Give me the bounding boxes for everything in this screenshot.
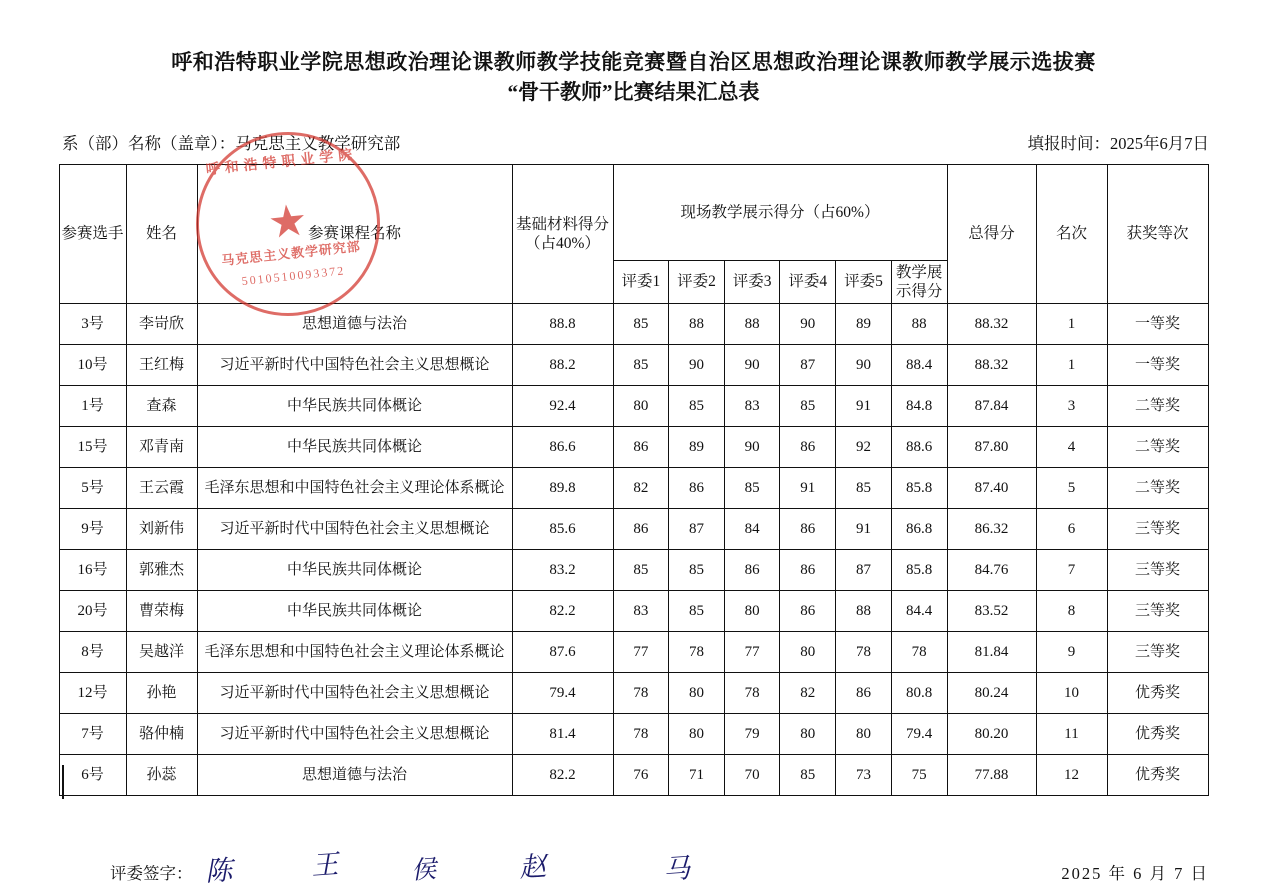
- cell-total: 87.80: [947, 427, 1036, 468]
- cell-total: 80.20: [947, 714, 1036, 755]
- cell-judge4: 87: [780, 345, 836, 386]
- header-contestant: 参赛选手: [59, 164, 126, 304]
- signature-label: 评委签字：: [110, 864, 193, 884]
- cell-judge3: 70: [724, 755, 780, 796]
- cell-base-score: 88.2: [512, 345, 613, 386]
- cell-judge4: 91: [780, 468, 836, 509]
- header-base-score: 基础材料得分（占40%）: [512, 164, 613, 304]
- cell-show-score: 88.6: [891, 427, 947, 468]
- cell-judge4: 85: [780, 386, 836, 427]
- cell-judge1: 85: [613, 550, 669, 591]
- cell-judge4: 86: [780, 509, 836, 550]
- judge-signature-2: 王: [309, 849, 339, 883]
- cell-course: 中华民族共同体概论: [197, 550, 512, 591]
- table-row: [59, 591, 1208, 632]
- cell-base-score: 89.8: [512, 468, 613, 509]
- seal-top-text: 呼和浩特职业学院: [205, 147, 358, 179]
- cell-rank: 5: [1036, 468, 1107, 509]
- cell-prize: 一等奖: [1107, 345, 1208, 386]
- cell-judge2: 85: [669, 386, 725, 427]
- report-date-label: 填报时间：2025年6月7日: [1027, 133, 1209, 153]
- cell-judge2: 85: [669, 591, 725, 632]
- table-row: [59, 632, 1208, 673]
- header-judge1: 评委1: [613, 260, 669, 304]
- cell-contestant: 10号: [59, 345, 126, 386]
- cell-judge3: 78: [724, 673, 780, 714]
- cell-name: 刘新伟: [126, 509, 197, 550]
- cell-prize: 一等奖: [1107, 304, 1208, 345]
- table-row: [59, 468, 1208, 509]
- cell-judge1: 86: [613, 509, 669, 550]
- cell-total: 87.84: [947, 386, 1036, 427]
- cell-rank: 12: [1036, 755, 1107, 796]
- signature-marks: [193, 830, 1062, 892]
- table-row: [59, 755, 1208, 796]
- cell-show-score: 85.8: [891, 468, 947, 509]
- cell-show-score: 78: [891, 632, 947, 673]
- cell-total: 87.40: [947, 468, 1036, 509]
- header-prize: 获奖等次: [1107, 164, 1208, 304]
- cell-judge3: 90: [724, 427, 780, 468]
- cell-judge1: 76: [613, 755, 669, 796]
- cell-judge4: 80: [780, 632, 836, 673]
- table-row: [59, 304, 1208, 345]
- cell-judge5: 90: [836, 345, 892, 386]
- document-title-line2: “骨干教师”比赛结果汇总表: [507, 80, 760, 105]
- footer-date: 2025 年 6 月 7 日: [1061, 864, 1209, 884]
- cell-prize: 二等奖: [1107, 386, 1208, 427]
- cell-judge3: 85: [724, 468, 780, 509]
- header-rank: 名次: [1036, 164, 1107, 304]
- cell-judge1: 80: [613, 386, 669, 427]
- cell-base-score: 81.4: [512, 714, 613, 755]
- cell-name: 王云霞: [126, 468, 197, 509]
- cell-judge5: 88: [836, 591, 892, 632]
- cell-rank: 1: [1036, 345, 1107, 386]
- table-row: [59, 714, 1208, 755]
- header-onsite-group: 现场教学展示得分（占60%）: [613, 164, 947, 260]
- cell-judge5: 87: [836, 550, 892, 591]
- cell-total: 80.24: [947, 673, 1036, 714]
- left-margin-tick: [62, 765, 64, 799]
- cell-course: 习近平新时代中国特色社会主义思想概论: [197, 673, 512, 714]
- cell-course: 习近平新时代中国特色社会主义思想概论: [197, 345, 512, 386]
- cell-judge5: 89: [836, 304, 892, 345]
- judge-signature-4: 赵: [517, 851, 547, 885]
- cell-contestant: 9号: [59, 509, 126, 550]
- cell-judge3: 79: [724, 714, 780, 755]
- cell-rank: 10: [1036, 673, 1107, 714]
- table-row: [59, 673, 1208, 714]
- cell-judge2: 86: [669, 468, 725, 509]
- header-course: 参赛课程名称: [197, 164, 512, 304]
- cell-prize: 三等奖: [1107, 632, 1208, 673]
- cell-contestant: 1号: [59, 386, 126, 427]
- cell-judge3: 88: [724, 304, 780, 345]
- cell-prize: 二等奖: [1107, 427, 1208, 468]
- cell-rank: 11: [1036, 714, 1107, 755]
- cell-judge4: 86: [780, 550, 836, 591]
- cell-name: 曹荣梅: [126, 591, 197, 632]
- cell-contestant: 8号: [59, 632, 126, 673]
- cell-judge1: 86: [613, 427, 669, 468]
- header-show-score: 教学展示得分: [891, 260, 947, 304]
- cell-base-score: 86.6: [512, 427, 613, 468]
- cell-contestant: 20号: [59, 591, 126, 632]
- footer: [62, 822, 1209, 892]
- cell-judge5: 91: [836, 386, 892, 427]
- header-total: 总得分: [947, 164, 1036, 304]
- cell-prize: 三等奖: [1107, 550, 1208, 591]
- cell-contestant: 3号: [59, 304, 126, 345]
- cell-judge1: 82: [613, 468, 669, 509]
- cell-base-score: 92.4: [512, 386, 613, 427]
- cell-prize: 三等奖: [1107, 591, 1208, 632]
- cell-course: 思想道德与法治: [197, 304, 512, 345]
- table-row: [59, 427, 1208, 468]
- cell-name: 孙蕊: [126, 755, 197, 796]
- cell-rank: 8: [1036, 591, 1107, 632]
- cell-course: 毛泽东思想和中国特色社会主义理论体系概论: [197, 632, 512, 673]
- cell-show-score: 88.4: [891, 345, 947, 386]
- cell-judge4: 86: [780, 427, 836, 468]
- cell-name: 邓青南: [126, 427, 197, 468]
- cell-total: 81.84: [947, 632, 1036, 673]
- cell-prize: 优秀奖: [1107, 714, 1208, 755]
- cell-judge4: 80: [780, 714, 836, 755]
- cell-judge1: 85: [613, 304, 669, 345]
- table-row: [59, 550, 1208, 591]
- cell-judge2: 90: [669, 345, 725, 386]
- cell-judge2: 87: [669, 509, 725, 550]
- cell-course: 习近平新时代中国特色社会主义思想概论: [197, 714, 512, 755]
- cell-judge2: 88: [669, 304, 725, 345]
- cell-judge3: 77: [724, 632, 780, 673]
- department-label: 系（部）名称（盖章）：马克思主义教学研究部: [62, 133, 401, 153]
- cell-judge1: 85: [613, 345, 669, 386]
- cell-course: 毛泽东思想和中国特色社会主义理论体系概论: [197, 468, 512, 509]
- cell-judge5: 91: [836, 509, 892, 550]
- cell-base-score: 87.6: [512, 632, 613, 673]
- cell-judge4: 82: [780, 673, 836, 714]
- header-judge4: 评委4: [780, 260, 836, 304]
- cell-judge3: 86: [724, 550, 780, 591]
- cell-base-score: 82.2: [512, 755, 613, 796]
- cell-course: 中华民族共同体概论: [197, 427, 512, 468]
- cell-judge1: 77: [613, 632, 669, 673]
- cell-course: 思想道德与法治: [197, 755, 512, 796]
- cell-name: 李岢欣: [126, 304, 197, 345]
- header-judge5: 评委5: [836, 260, 892, 304]
- cell-show-score: 85.8: [891, 550, 947, 591]
- cell-contestant: 5号: [59, 468, 126, 509]
- cell-show-score: 79.4: [891, 714, 947, 755]
- cell-judge4: 85: [780, 755, 836, 796]
- title-block: [0, 0, 1267, 108]
- cell-judge2: 71: [669, 755, 725, 796]
- cell-rank: 7: [1036, 550, 1107, 591]
- cell-judge2: 85: [669, 550, 725, 591]
- cell-total: 86.32: [947, 509, 1036, 550]
- cell-total: 77.88: [947, 755, 1036, 796]
- cell-show-score: 88: [891, 304, 947, 345]
- header-judge3: 评委3: [724, 260, 780, 304]
- cell-total: 88.32: [947, 345, 1036, 386]
- table-row: [59, 509, 1208, 550]
- judge-signature-1: 陈: [203, 855, 233, 889]
- cell-prize: 三等奖: [1107, 509, 1208, 550]
- cell-judge3: 84: [724, 509, 780, 550]
- cell-prize: 优秀奖: [1107, 755, 1208, 796]
- cell-contestant: 12号: [59, 673, 126, 714]
- cell-judge4: 90: [780, 304, 836, 345]
- cell-show-score: 75: [891, 755, 947, 796]
- cell-total: 88.32: [947, 304, 1036, 345]
- cell-base-score: 83.2: [512, 550, 613, 591]
- cell-judge5: 85: [836, 468, 892, 509]
- cell-contestant: 6号: [59, 755, 126, 796]
- cell-rank: 1: [1036, 304, 1107, 345]
- cell-name: 吴越洋: [126, 632, 197, 673]
- cell-rank: 6: [1036, 509, 1107, 550]
- table-body: [59, 304, 1208, 796]
- cell-course: 习近平新时代中国特色社会主义思想概论: [197, 509, 512, 550]
- cell-name: 孙艳: [126, 673, 197, 714]
- cell-judge3: 90: [724, 345, 780, 386]
- cell-prize: 优秀奖: [1107, 673, 1208, 714]
- cell-contestant: 15号: [59, 427, 126, 468]
- cell-total: 84.76: [947, 550, 1036, 591]
- cell-contestant: 7号: [59, 714, 126, 755]
- seal-mid-text: 马克思主义教学研究部: [220, 238, 362, 269]
- cell-judge1: 78: [613, 673, 669, 714]
- judge-signature-3: 侯: [409, 854, 437, 886]
- cell-show-score: 86.8: [891, 509, 947, 550]
- meta-row: [62, 130, 1209, 154]
- cell-rank: 4: [1036, 427, 1107, 468]
- cell-total: 83.52: [947, 591, 1036, 632]
- judge-signature-5: 马: [661, 853, 691, 887]
- cell-judge5: 92: [836, 427, 892, 468]
- document-title-line1: 呼和浩特职业学院思想政治理论课教师教学技能竞赛暨自治区思想政治理论课教师教学展示选拔赛: [171, 50, 1096, 74]
- cell-base-score: 82.2: [512, 591, 613, 632]
- cell-name: 郭雅杰: [126, 550, 197, 591]
- cell-judge5: 73: [836, 755, 892, 796]
- cell-judge2: 80: [669, 673, 725, 714]
- cell-judge3: 80: [724, 591, 780, 632]
- table-row: [59, 345, 1208, 386]
- cell-name: 查森: [126, 386, 197, 427]
- table-row: [59, 386, 1208, 427]
- seal-bottom-text: 5010510093372: [240, 263, 346, 289]
- cell-prize: 二等奖: [1107, 468, 1208, 509]
- cell-judge1: 78: [613, 714, 669, 755]
- cell-judge2: 78: [669, 632, 725, 673]
- cell-judge5: 86: [836, 673, 892, 714]
- seal-star-icon: ★: [265, 195, 310, 249]
- table-header: [59, 164, 1208, 304]
- cell-judge5: 80: [836, 714, 892, 755]
- cell-judge5: 78: [836, 632, 892, 673]
- cell-judge3: 83: [724, 386, 780, 427]
- header-judge2: 评委2: [669, 260, 725, 304]
- results-table: [59, 164, 1209, 797]
- cell-name: 王红梅: [126, 345, 197, 386]
- cell-judge2: 89: [669, 427, 725, 468]
- cell-course: 中华民族共同体概论: [197, 591, 512, 632]
- cell-name: 骆仲楠: [126, 714, 197, 755]
- cell-base-score: 79.4: [512, 673, 613, 714]
- cell-judge4: 86: [780, 591, 836, 632]
- cell-show-score: 80.8: [891, 673, 947, 714]
- cell-judge1: 83: [613, 591, 669, 632]
- cell-course: 中华民族共同体概论: [197, 386, 512, 427]
- cell-rank: 3: [1036, 386, 1107, 427]
- cell-show-score: 84.4: [891, 591, 947, 632]
- cell-judge2: 80: [669, 714, 725, 755]
- cell-base-score: 85.6: [512, 509, 613, 550]
- cell-base-score: 88.8: [512, 304, 613, 345]
- cell-rank: 9: [1036, 632, 1107, 673]
- cell-contestant: 16号: [59, 550, 126, 591]
- header-name: 姓名: [126, 164, 197, 304]
- cell-show-score: 84.8: [891, 386, 947, 427]
